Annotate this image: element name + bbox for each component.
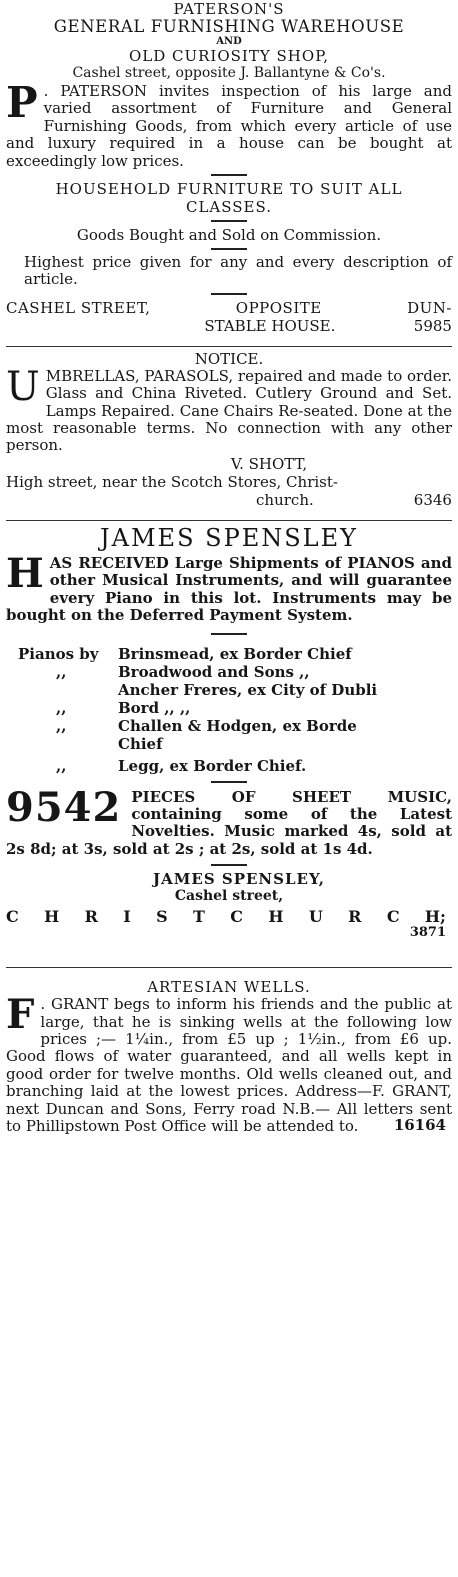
ad-body-text: . PATERSON invites inspection of his large and varied assortment of Furniture and General Furnishing Goods, from which every article of use and luxury required in a house can be bought at exceedingly low prices. bbox=[6, 82, 452, 170]
notice-body-text: MBRELLAS, PARASOLS, repaired and made to order. Glass and China Riveted. Cutlery Ground and Set. Lamps Repaired. Cane Chairs Re-seated. Done at the most reasonable terms. No connection with any other person. bbox=[6, 366, 452, 455]
city-letter: C bbox=[6, 907, 19, 927]
piano-name: Legg, ex Border Chief. bbox=[118, 756, 307, 775]
spensley-signature: JAMES SPENSLEY, bbox=[153, 870, 325, 889]
notice-signature: V. SHOTT, bbox=[230, 454, 308, 473]
spensley-title: JAMES SPENSLEY bbox=[100, 523, 358, 552]
piano-name: Brinsmead, ex Border Chief bbox=[118, 644, 352, 663]
ad-divider bbox=[6, 520, 452, 521]
city-letter: H; bbox=[424, 907, 446, 927]
spensley-number: 3871 bbox=[409, 925, 446, 941]
piano-row bbox=[18, 757, 452, 775]
city-letter: I bbox=[123, 907, 131, 927]
wells-title: ARTESIAN WELLS. bbox=[147, 978, 311, 997]
ditto-mark bbox=[18, 681, 118, 699]
city-letter: R bbox=[84, 907, 98, 927]
city-letter: C bbox=[230, 907, 243, 927]
piano-row bbox=[18, 735, 452, 753]
city-letter: C bbox=[386, 907, 400, 927]
piano-row bbox=[18, 717, 452, 735]
furniture-heading: HOUSEHOLD FURNITURE TO SUIT ALL CLASSES. bbox=[55, 180, 403, 217]
footer-opposite: OPPOSITE bbox=[235, 298, 322, 317]
spensley-city bbox=[6, 908, 452, 926]
ditto-mark bbox=[18, 735, 118, 753]
wells-advertisement bbox=[6, 978, 452, 1138]
short-divider bbox=[211, 633, 247, 635]
notice-title: NOTICE. bbox=[194, 349, 264, 368]
spensley-advertisement bbox=[6, 523, 452, 945]
city-letter: T bbox=[193, 907, 205, 927]
wells-body bbox=[6, 991, 452, 1135]
ad-divider bbox=[6, 967, 452, 968]
wells-number: 16164 bbox=[393, 1116, 446, 1135]
short-divider bbox=[211, 781, 247, 783]
ad-divider bbox=[6, 346, 452, 347]
piano-row bbox=[18, 699, 452, 717]
piano-list bbox=[18, 645, 452, 775]
ditto-mark: ,, bbox=[56, 756, 67, 775]
piano-name: Broadwood and Sons ,, bbox=[118, 662, 310, 681]
short-divider bbox=[211, 293, 247, 295]
commission-text: Goods Bought and Sold on Commission. bbox=[76, 226, 382, 245]
short-divider bbox=[211, 174, 247, 176]
piano-name: Challen & Hodgen, ex Borde bbox=[118, 716, 357, 735]
piano-name: Chief bbox=[118, 734, 163, 753]
piano-name: Ancher Freres, ex City of Dubli bbox=[118, 680, 378, 699]
city-letter: H bbox=[268, 907, 284, 927]
sheet-music-block bbox=[6, 783, 452, 859]
short-divider bbox=[211, 864, 247, 866]
city-letter: R bbox=[348, 907, 362, 927]
spensley-body bbox=[6, 549, 452, 625]
notice-city: church. bbox=[256, 490, 314, 509]
ditto-mark: ,, bbox=[56, 716, 67, 735]
ad-address: Cashel street, opposite J. Ballantyne & Co's. bbox=[72, 65, 386, 81]
ad-shop-name: OLD CURIOSITY SHOP, bbox=[128, 47, 330, 65]
ditto-mark: ,, bbox=[56, 698, 67, 717]
short-divider bbox=[211, 220, 247, 222]
paterson-advertisement bbox=[6, 0, 452, 341]
piano-name: Bord ,, ,, bbox=[118, 698, 191, 717]
ad-title: PATERSON'S bbox=[173, 0, 285, 18]
footer-house: STABLE HOUSE. bbox=[204, 316, 336, 335]
ad-footer-line1 bbox=[6, 299, 452, 317]
sheet-music-count: 9542 bbox=[6, 783, 122, 831]
ad-body bbox=[6, 78, 452, 170]
piano-row bbox=[18, 663, 452, 681]
notice-address-line1: High street, near the Scotch Stores, Christ- bbox=[6, 472, 338, 491]
spensley-body-text: AS RECEIVED Large Shipments of PIANOS and other Musical Instruments, and will guarantee every Piano in this lot. Instruments may be bought on the Deferred Payment System. bbox=[6, 553, 452, 625]
short-divider bbox=[211, 248, 247, 250]
drop-cap: F bbox=[6, 991, 35, 1039]
newspaper-column bbox=[6, 0, 452, 1138]
ad-subtitle: GENERAL FURNISHING WAREHOUSE bbox=[53, 17, 405, 36]
ditto-mark: ,, bbox=[56, 662, 67, 681]
ad-footer-line2 bbox=[6, 317, 452, 335]
drop-cap: U bbox=[6, 363, 40, 410]
city-letter: U bbox=[308, 907, 323, 927]
drop-cap: P bbox=[6, 78, 38, 127]
footer-street: CASHEL STREET, bbox=[6, 298, 151, 317]
city-letter: H bbox=[44, 907, 60, 927]
ad-and: AND bbox=[216, 36, 242, 47]
city-letter: S bbox=[156, 907, 168, 927]
notice-advertisement bbox=[6, 350, 452, 515]
piano-row bbox=[18, 645, 452, 663]
notice-number: 6346 bbox=[413, 490, 452, 509]
sheet-music-text: PIECES OF SHEET MUSIC, containing some of the Latest Novelties. Music marked 4s, sold at 2s 8d; at 3s, sold at 2s ; at 2s, sold at 1s 4d. bbox=[6, 787, 452, 858]
spensley-street: Cashel street, bbox=[174, 888, 284, 905]
pianos-label: Pianos by bbox=[18, 644, 99, 663]
wells-body-text: . GRANT begs to inform his friends and the public at large, that he is sinking wells at the following low prices ;— 1¼in., from £5 up ; 1½in., from £6 up. Good flows of water guaranteed, and all wells kept in good order for twelve months. Old wells cleaned out, and branching laid at the lowest prices. Address—F. GRANT, next Duncan and Sons, Ferry road N.B.— All letters sent to Phillipstown Post Office will be attended to. bbox=[6, 995, 452, 1135]
ad-number: 5985 bbox=[413, 316, 452, 335]
notice-address-line2 bbox=[6, 491, 452, 509]
drop-cap: H bbox=[6, 549, 44, 597]
notice-body bbox=[6, 363, 452, 455]
highest-price-text: Highest price given for any and every description of article. bbox=[24, 253, 452, 289]
footer-dun: DUN- bbox=[407, 298, 452, 317]
piano-row bbox=[18, 681, 452, 699]
